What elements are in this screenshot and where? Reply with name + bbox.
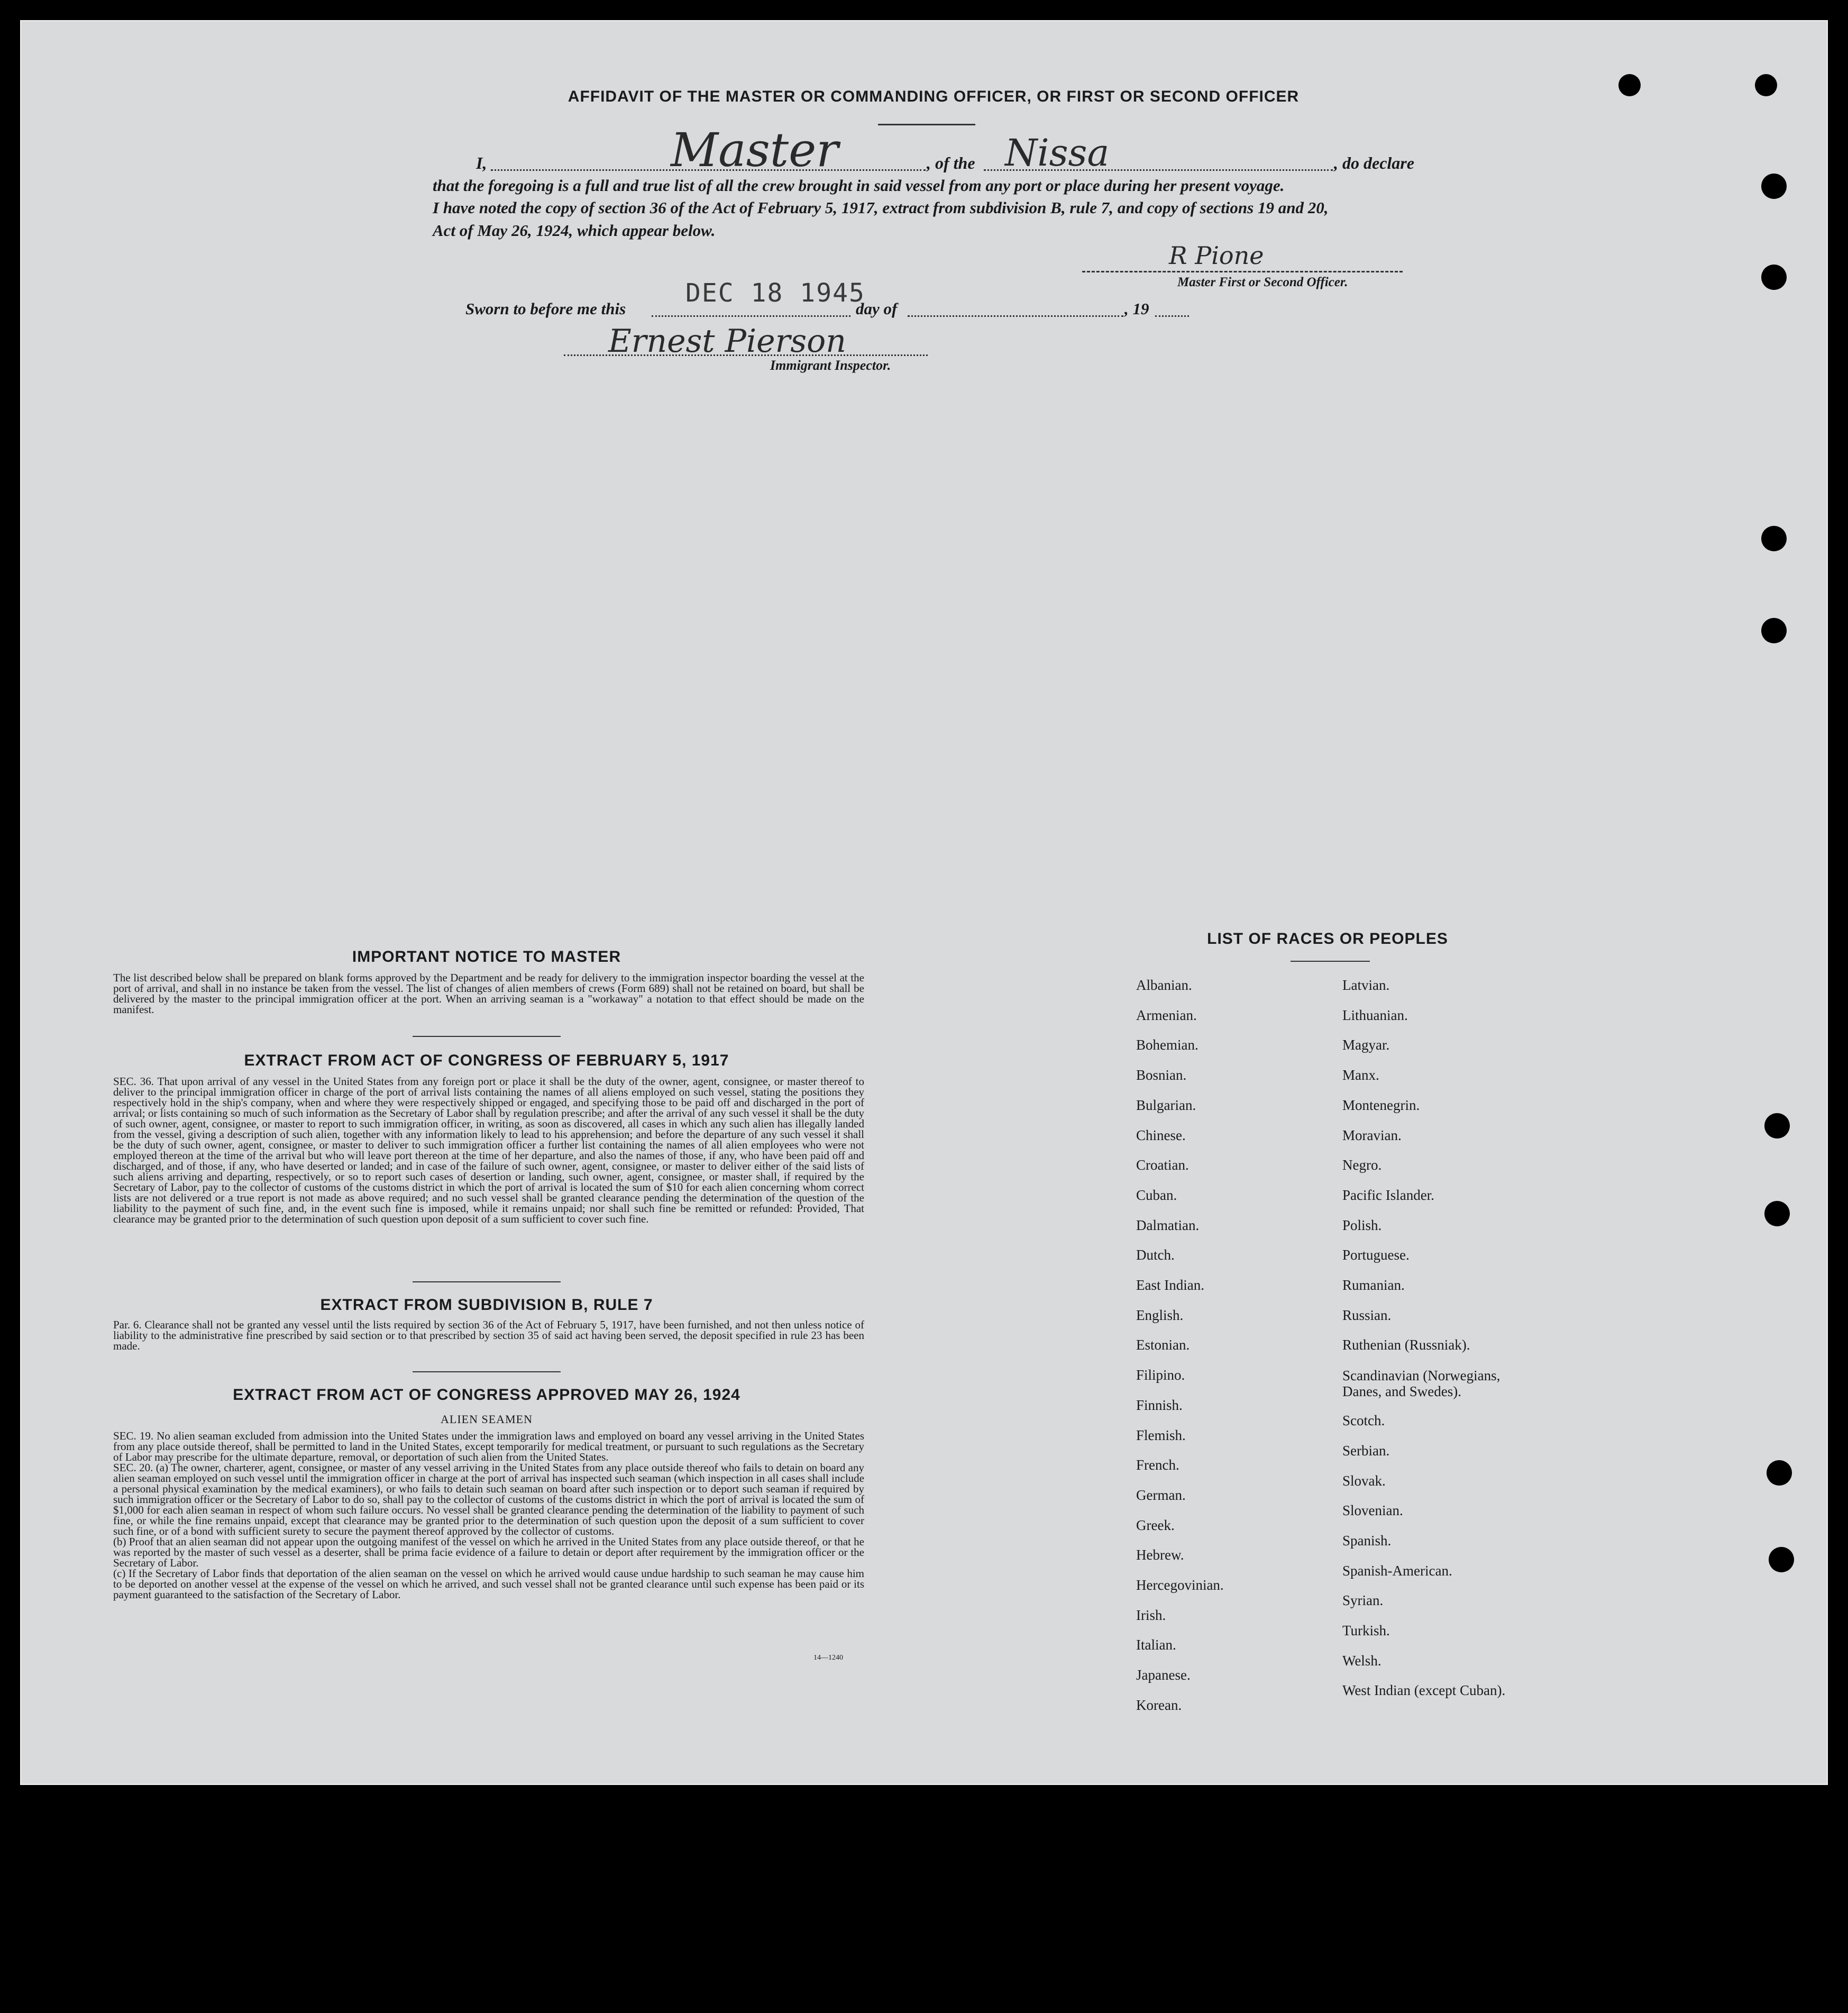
date-stamp: DEC 18 1945 (685, 278, 865, 308)
extract-1917-title: EXTRACT FROM ACT OF CONGRESS OF FEBRUARY 5, 1917 (244, 1052, 729, 1069)
do-declare-label: , do declare (1334, 153, 1414, 172)
race-item: Japanese. (1136, 1667, 1191, 1683)
race-item: Spanish. (1342, 1532, 1392, 1549)
day-of-label: day of (856, 299, 898, 318)
race-item: German. (1136, 1487, 1186, 1503)
race-item: Turkish. (1342, 1623, 1390, 1639)
extract-1924-body (113, 1431, 864, 1600)
race-item: Scotch. (1342, 1413, 1385, 1429)
race-item: Slovenian. (1342, 1502, 1403, 1519)
divider-3 (413, 1371, 561, 1372)
punch-hole (1764, 1113, 1790, 1138)
races-left-column (1136, 970, 1326, 1720)
race-item: French. (1136, 1457, 1179, 1473)
punch-hole (1764, 1201, 1790, 1226)
year-line (1155, 315, 1189, 317)
divider-2 (413, 1281, 561, 1282)
race-item: Latvian. (1342, 977, 1390, 993)
race-item: Bosnian. (1136, 1067, 1187, 1083)
race-item: Portuguese. (1342, 1247, 1410, 1263)
race-item: English. (1136, 1307, 1184, 1323)
race-item: Filipino. (1136, 1367, 1185, 1383)
punch-hole (1761, 265, 1787, 290)
race-item: Greek. (1136, 1517, 1175, 1533)
race-item: Korean. (1136, 1697, 1182, 1713)
race-item: Hercegovinian. (1136, 1577, 1224, 1593)
officer-caption: Master First or Second Officer. (1177, 275, 1348, 289)
notice-body: The list described below shall be prepared on blank forms approved by the Department and be ready for delivery to the immigration inspector boarding the vessel at the port of arrival, and shall in no instance be taken from the vessel. The list of changes of alien members of crews (Form 689) shall not be retained on board, but shall be delivered by the master to the principal immigration officer at the port. When an arriving seaman is a "workaway" a notation to that effect should be made on the manifest. (113, 971, 864, 1016)
punch-hole (1755, 74, 1777, 96)
race-item: East Indian. (1136, 1277, 1204, 1294)
race-item: Slovak. (1342, 1472, 1386, 1489)
punch-hole (1761, 618, 1787, 643)
affidavit-line-4: Act of May 26, 1924, which appear below. (433, 221, 716, 240)
master-name-handwritten: Master (671, 123, 839, 177)
race-item: Bulgarian. (1136, 1097, 1196, 1113)
race-item: Cuban. (1136, 1187, 1177, 1203)
sworn-label: Sworn to before me this (465, 299, 626, 318)
race-item: Lithuanian. (1342, 1007, 1408, 1023)
sec-20a-text: SEC. 20. (a) The owner, charterer, agent, consignee, or master of any vessel arriving in the United States from any place outside thereof who fails to detain on board any alien seaman employed on such vessel until the immigration officer in charge at the port of arrival has inspected such seaman (which inspection in all cases shall include a personal physical examination by the medical examiners), or who fails to detain such seaman on board after such inspection or to deport such seaman if required by such immigration officer or the Secretary of Labor to do so, shall pay to the collector of customs of the customs district in which the port of arrival is located the sum of $1,000 for each alien seaman in respect of whom such failure occurs. No vessel shall be granted clearance pending the determination of the liability to payment of such fine, or while the fine remains unpaid, except that clearance may be granted prior to the determination of such question upon the deposit of a sum sufficient to cover such fine, or of a bond with sufficient surety to secure the payment thereof approved by the collector of customs. (113, 1461, 864, 1537)
punch-hole (1769, 1547, 1794, 1572)
inspector-signature: Ernest Pierson (608, 323, 846, 360)
title-rule (878, 124, 975, 125)
extract-1917-body: SEC. 36. That upon arrival of any vessel in the United States from any foreign port or place it shall be the duty of the owner, agent, consignee, or master thereof to deliver to the principal immigration officer in charge of the port of arrival lists containing the names of all aliens employed on such vessel, stating the positions they respectively hold in the ship's company, when and where they were respectively shipped or engaged, and specifying those to be paid off and discharged in the port of arrival; or lists containing so much of such information as the Secretary of Labor shall by regulation prescribe; and after the arrival of any such vessel it shall be the duty of such owner, agent, consignee, or master to report to such immigration officer, in writing, as soon as discovered, all cases in which any such alien has illegally landed from the vessel, giving a description of such alien, together with any information likely to lead to his apprehension; and before the departure of any such vessel it shall be the duty of such owner, agent, consignee, or master to deliver to such immigration officer a further list containing the names of all alien employees who were not employed thereon at the time of the arrival but who will leave port thereon at the time of her departure, and also the names of those, if any, who have been paid off and discharged, and of those, if any, who have deserted or landed; and in case of the failure of such owner, agent, consignee, or master to deliver either of the said lists of such aliens arriving and departing, respectively, or so to report such cases of desertion or landing, such owner, agent, consignee, or master shall, if required by the Secretary of Labor, pay to the collector of customs of the customs district in which the port of arrival is located the sum of $10 for each alien concerning whom correct lists are not delivered or a true report is not made as above required; and no such vessel shall be granted clearance pending the determination of the question of the liability to the payment of such fine, and, in the event such fine is imposed, while it remains unpaid; nor shall such fine be remitted or refunded: Provided, That clearance may be granted prior to the determination of such question upon deposit of a sum sufficient to cover such fine. (113, 1075, 864, 1225)
notice-title: IMPORTANT NOTICE TO MASTER (352, 948, 621, 965)
punch-hole (1761, 174, 1787, 199)
race-item: Montenegrin. (1342, 1097, 1420, 1113)
race-item: Welsh. (1342, 1652, 1382, 1669)
race-item: West Indian (except Cuban). (1342, 1682, 1506, 1699)
race-item: Estonian. (1136, 1337, 1190, 1353)
race-item: Negro. (1342, 1157, 1382, 1173)
race-item: Rumanian. (1342, 1277, 1405, 1294)
race-item: Flemish. (1136, 1427, 1186, 1443)
sec-19-text: SEC. 19. No alien seaman excluded from admission into the United States under the immigration laws and employed on board any vessel arriving in the United States from any place outside thereof, shall be permitted to land in the United States, except temporarily for medical treatment, or pursuant to such regulations as the Secretary of Labor may prescribe for the ultimate departure, removal, or deportation of such alien from the United States. (113, 1429, 864, 1463)
sec-20b-text: (b) Proof that an alien seaman did not appear upon the outgoing manifest of the vessel on which he arrived in the United States from any place outside thereof, or that he was reported by the master of such vessel as a deserter, shall be prima facie evidence of a failure to detain or deport after requirement by the immigration officer or the Secretary of Labor. (113, 1535, 864, 1569)
of-the-label: , of the (927, 153, 975, 172)
race-item: Spanish-American. (1342, 1562, 1452, 1579)
i-label: I, (476, 153, 487, 172)
race-item: Croatian. (1136, 1157, 1189, 1173)
inspector-line (564, 354, 928, 356)
race-item: Dutch. (1136, 1247, 1175, 1263)
race-item: Italian. (1136, 1637, 1176, 1653)
race-item: Scandinavian (Norwegians, Danes, and Swedes). (1342, 1368, 1501, 1400)
divider-1 (413, 1036, 561, 1037)
subdivision-b-title: EXTRACT FROM SUBDIVISION B, RULE 7 (320, 1296, 653, 1314)
races-right-column (1342, 970, 1670, 1706)
races-title-rule (1291, 961, 1370, 962)
race-item: Hebrew. (1136, 1547, 1184, 1563)
punch-hole (1618, 74, 1641, 96)
race-item: Dalmatian. (1136, 1217, 1200, 1233)
race-item: Syrian. (1342, 1592, 1384, 1609)
affidavit-line-2: that the foregoing is a full and true list of all the crew brought in said vessel from any port or place during her present voyage. (433, 176, 1285, 195)
race-item: Ruthenian (Russniak). (1342, 1337, 1470, 1353)
race-item: Bohemian. (1136, 1037, 1199, 1053)
officer-signature: R Pione (1169, 241, 1264, 270)
extract-1924-title: EXTRACT FROM ACT OF CONGRESS APPROVED MAY 26, 1924 (233, 1386, 740, 1404)
race-item: Moravian. (1342, 1127, 1402, 1143)
sec-20c-text: (c) If the Secretary of Labor finds that deportation of the alien seaman on the vessel on which he arrived would cause undue hardship to such seaman he may cause him to be deported on another vessel at the expense of the vessel on which he arrived, and such vessel shall not be granted clearance until such expense has been paid or its payment guaranteed to the satisfaction of the Secretary of Labor. (113, 1567, 864, 1601)
race-item: Irish. (1136, 1607, 1166, 1623)
race-item: Manx. (1342, 1067, 1379, 1083)
race-item: Magyar. (1342, 1037, 1390, 1053)
form-number: 14—1240 (813, 1654, 843, 1662)
subdivision-b-body: Par. 6. Clearance shall not be granted any vessel until the lists required by section 36 of the Act of February 5, 1917, have been furnished, and not then unless notice of liability to the administrative fine prescribed by said section or to that prescribed by section 35 of said act having been served, the deposit specified in rule 23 has been made. (113, 1318, 864, 1352)
race-item: Serbian. (1342, 1442, 1390, 1459)
race-item: Chinese. (1136, 1127, 1186, 1143)
year-label: , 19 (1124, 299, 1149, 318)
races-title: LIST OF RACES OR PEOPLES (1207, 930, 1448, 948)
race-item: Albanian. (1136, 977, 1192, 993)
month-line (908, 315, 1123, 317)
punch-hole (1761, 526, 1787, 551)
punch-hole (1767, 1460, 1792, 1486)
inspector-caption: Immigrant Inspector. (770, 358, 891, 373)
race-item: Armenian. (1136, 1007, 1197, 1023)
alien-seamen-subtitle: ALIEN SEAMEN (441, 1413, 533, 1426)
race-item: Russian. (1342, 1307, 1392, 1323)
officer-signature-line (1082, 271, 1403, 272)
vessel-name-handwritten: Nissa (1005, 131, 1110, 175)
affidavit-title: AFFIDAVIT OF THE MASTER OR COMMANDING OFFICER, OR FIRST OR SECOND OFFICER (568, 88, 1300, 105)
race-item: Finnish. (1136, 1397, 1183, 1413)
race-item: Polish. (1342, 1217, 1382, 1233)
sworn-date-line (652, 315, 850, 317)
race-item: Pacific Islander. (1342, 1187, 1434, 1203)
affidavit-line-3: I have noted the copy of section 36 of the Act of February 5, 1917, extract from subdivision B, rule 7, and copy of sections 19 and 20, (433, 198, 1329, 217)
